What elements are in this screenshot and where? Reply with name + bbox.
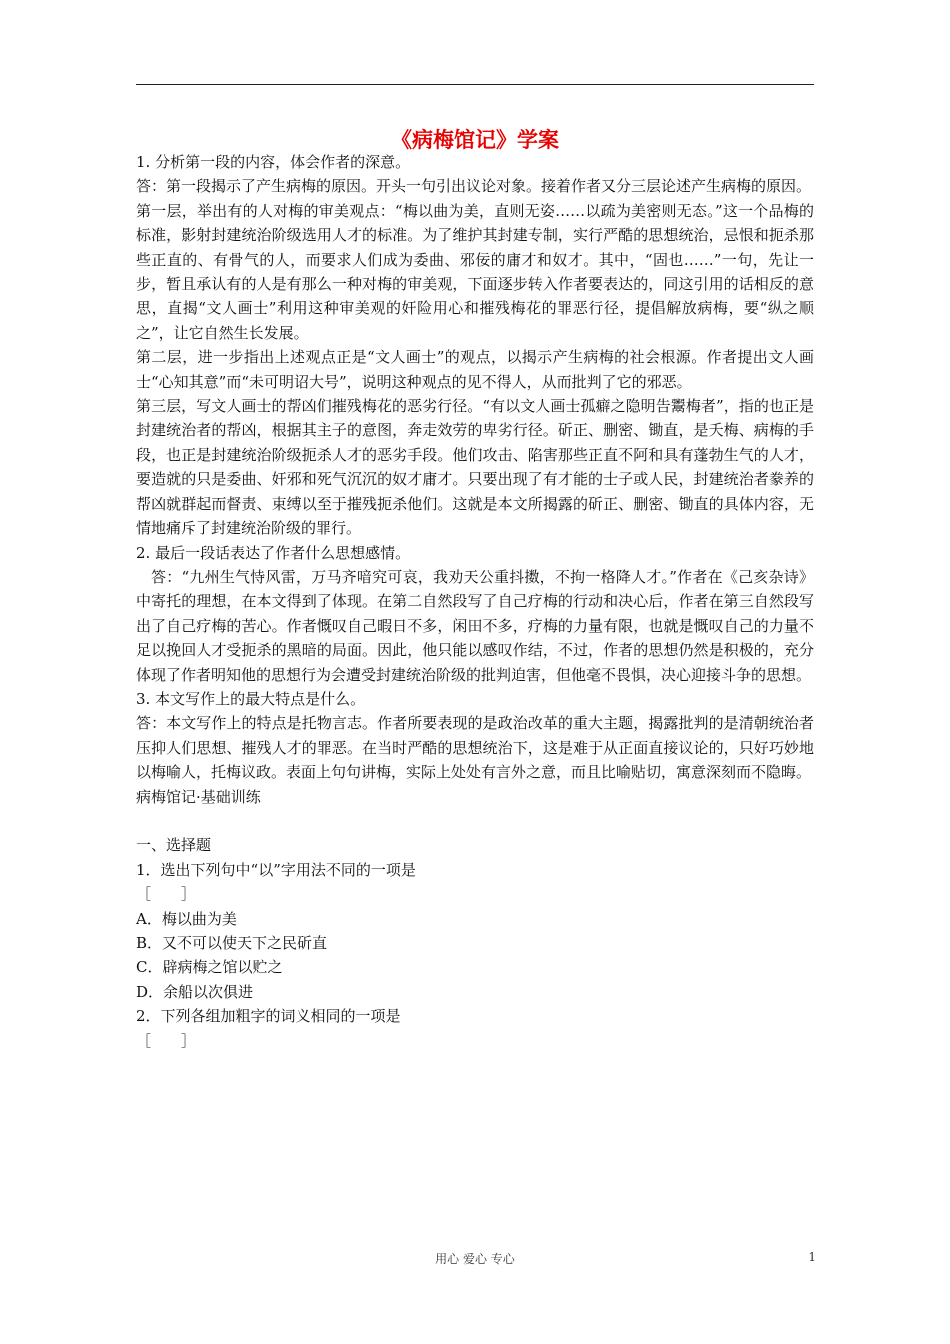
spacer xyxy=(136,809,814,833)
answer-2: 答：“九州生气恃风雷，万马齐喑究可哀，我劝天公重抖擞，不拘一格降人才。”作者在《己亥杂诗》中寄托的理想，在本文得到了体现。在第二自然段写了自己疗梅的行动和决心后，作者在第三自然段写出了自己疗梅的苦心。作者慨叹自己暇日不多，闲田不多，疗梅的力量有限，也就是慨叹自己的力量不足以挽回人才受扼杀的黑暗的局面。因此，他只能以感叹作结，不过，作者的思想仍然是积极的，充分体现了作者明知他的思想行为会遭受封建统治阶级的批判迫害，但他毫不畏惧，决心迎接斗争的思想。 xyxy=(136,567,814,684)
exercise-1-question: 1．选出下列句中“以”字用法不同的一项是 xyxy=(136,860,416,879)
document-body xyxy=(136,150,814,1053)
exercise-1-option-d: D．余船以次俱进 xyxy=(136,982,254,1001)
header-rule xyxy=(136,84,814,85)
page-number: 1 xyxy=(808,1250,816,1264)
answer-1-intro: 答：第一段揭示了产生病梅的原因。开头一句引出议论对象。接着作者又分三层论述产生病梅的原因。 xyxy=(136,177,812,196)
question-2: 2. 最后一段话表达了作者什么思想感情。 xyxy=(136,543,411,562)
answer-3: 答：本文写作上的特点是托物言志。作者所要表现的是政治改革的重大主题，揭露批判的是清朝统治者压抑人们思想、摧残人才的罪恶。在当时严酷的思想统治下，这是难于从正面直接议论的，只好巧妙地以梅喻人，托梅议政。表面上句句讲梅，实际上处处有言外之意，而且比喻贴切，寓意深刻而不隐晦。 xyxy=(136,714,814,782)
exercise-2-question: 2．下列各组加粗字的词义相同的一项是 xyxy=(136,1007,401,1026)
exercise-2-answer-bracket: ［ ］ xyxy=(136,1031,197,1050)
answer-1-layer-1: 第一层，举出有的人对梅的审美观点：“梅以曲为美，直则无姿……以疏为美密则无态。”这一个品梅的标准，影射封建统治阶级选用人才的标准。为了维护其封建专制，实行严酷的思想统治，忌恨和扼杀那些正直的、有骨气的人，而要求人们成为委曲、邪佞的庸才和奴才。其中，“固也……”一句，先让一步，暂且承认有的人是有那么一种对梅的审美观，下面逐步转入作者要表达的，同这引用的话相反的意思，直揭“文人画士”利用这种审美观的奸险用心和摧残梅花的罪恶行径，提倡解放病梅，要“纵之顺之”，让它自然生长发展。 xyxy=(136,201,814,342)
exercise-1-option-c: C．辟病梅之馆以贮之 xyxy=(136,958,283,977)
answer-1-layer-2: 第二层，进一步指出上述观点正是“文人画士”的观点，以揭示产生病梅的社会根源。作者提出文人画士“心知其意”而“未可明诏大号”，说明这种观点的见不得人，从而批判了它的邪恶。 xyxy=(136,348,814,391)
question-3: 3. 本文写作上的最大特点是什么。 xyxy=(136,689,366,708)
exercise-1-option-a: A．梅以曲为美 xyxy=(136,909,237,928)
question-1: 1. 分析第一段的内容，体会作者的深意。 xyxy=(136,153,411,171)
section-heading-choice: 一、选择题 xyxy=(136,836,212,855)
page-title: 《病梅馆记》学案 xyxy=(391,127,559,152)
page-footer: 用心 爱心 专心 xyxy=(435,1252,515,1266)
section-heading-training: 病梅馆记·基础训练 xyxy=(136,787,261,806)
answer-1-layer-3: 第三层，写文人画士的帮凶们摧残梅花的恶劣行径。“有以文人画士孤癖之隐明告鬻梅者”，指的也正是封建统治者的帮凶，根据其主子的意图，奔走效劳的卑劣行径。斫正、删密、锄直，是夭梅、病梅的手段，也正是封建统治阶级扼杀人才的恶劣手段。他们攻击、陷害那些正直不阿和具有蓬勃生气的人才，要造就的只是委曲、奸邪和死气沉沉的奴才庸才。只要出现了有才能的士子或人民，封建统治者豢养的帮凶就群起而督责、束缚以至于摧残扼杀他们。这就是本文所揭露的斫正、删密、锄直的具体内容，无情地痛斥了封建统治阶级的罪行。 xyxy=(136,397,814,538)
exercise-1-option-b: B．又不可以使天下之民斫直 xyxy=(136,933,328,952)
exercise-1-answer-bracket: ［ ］ xyxy=(136,885,197,904)
